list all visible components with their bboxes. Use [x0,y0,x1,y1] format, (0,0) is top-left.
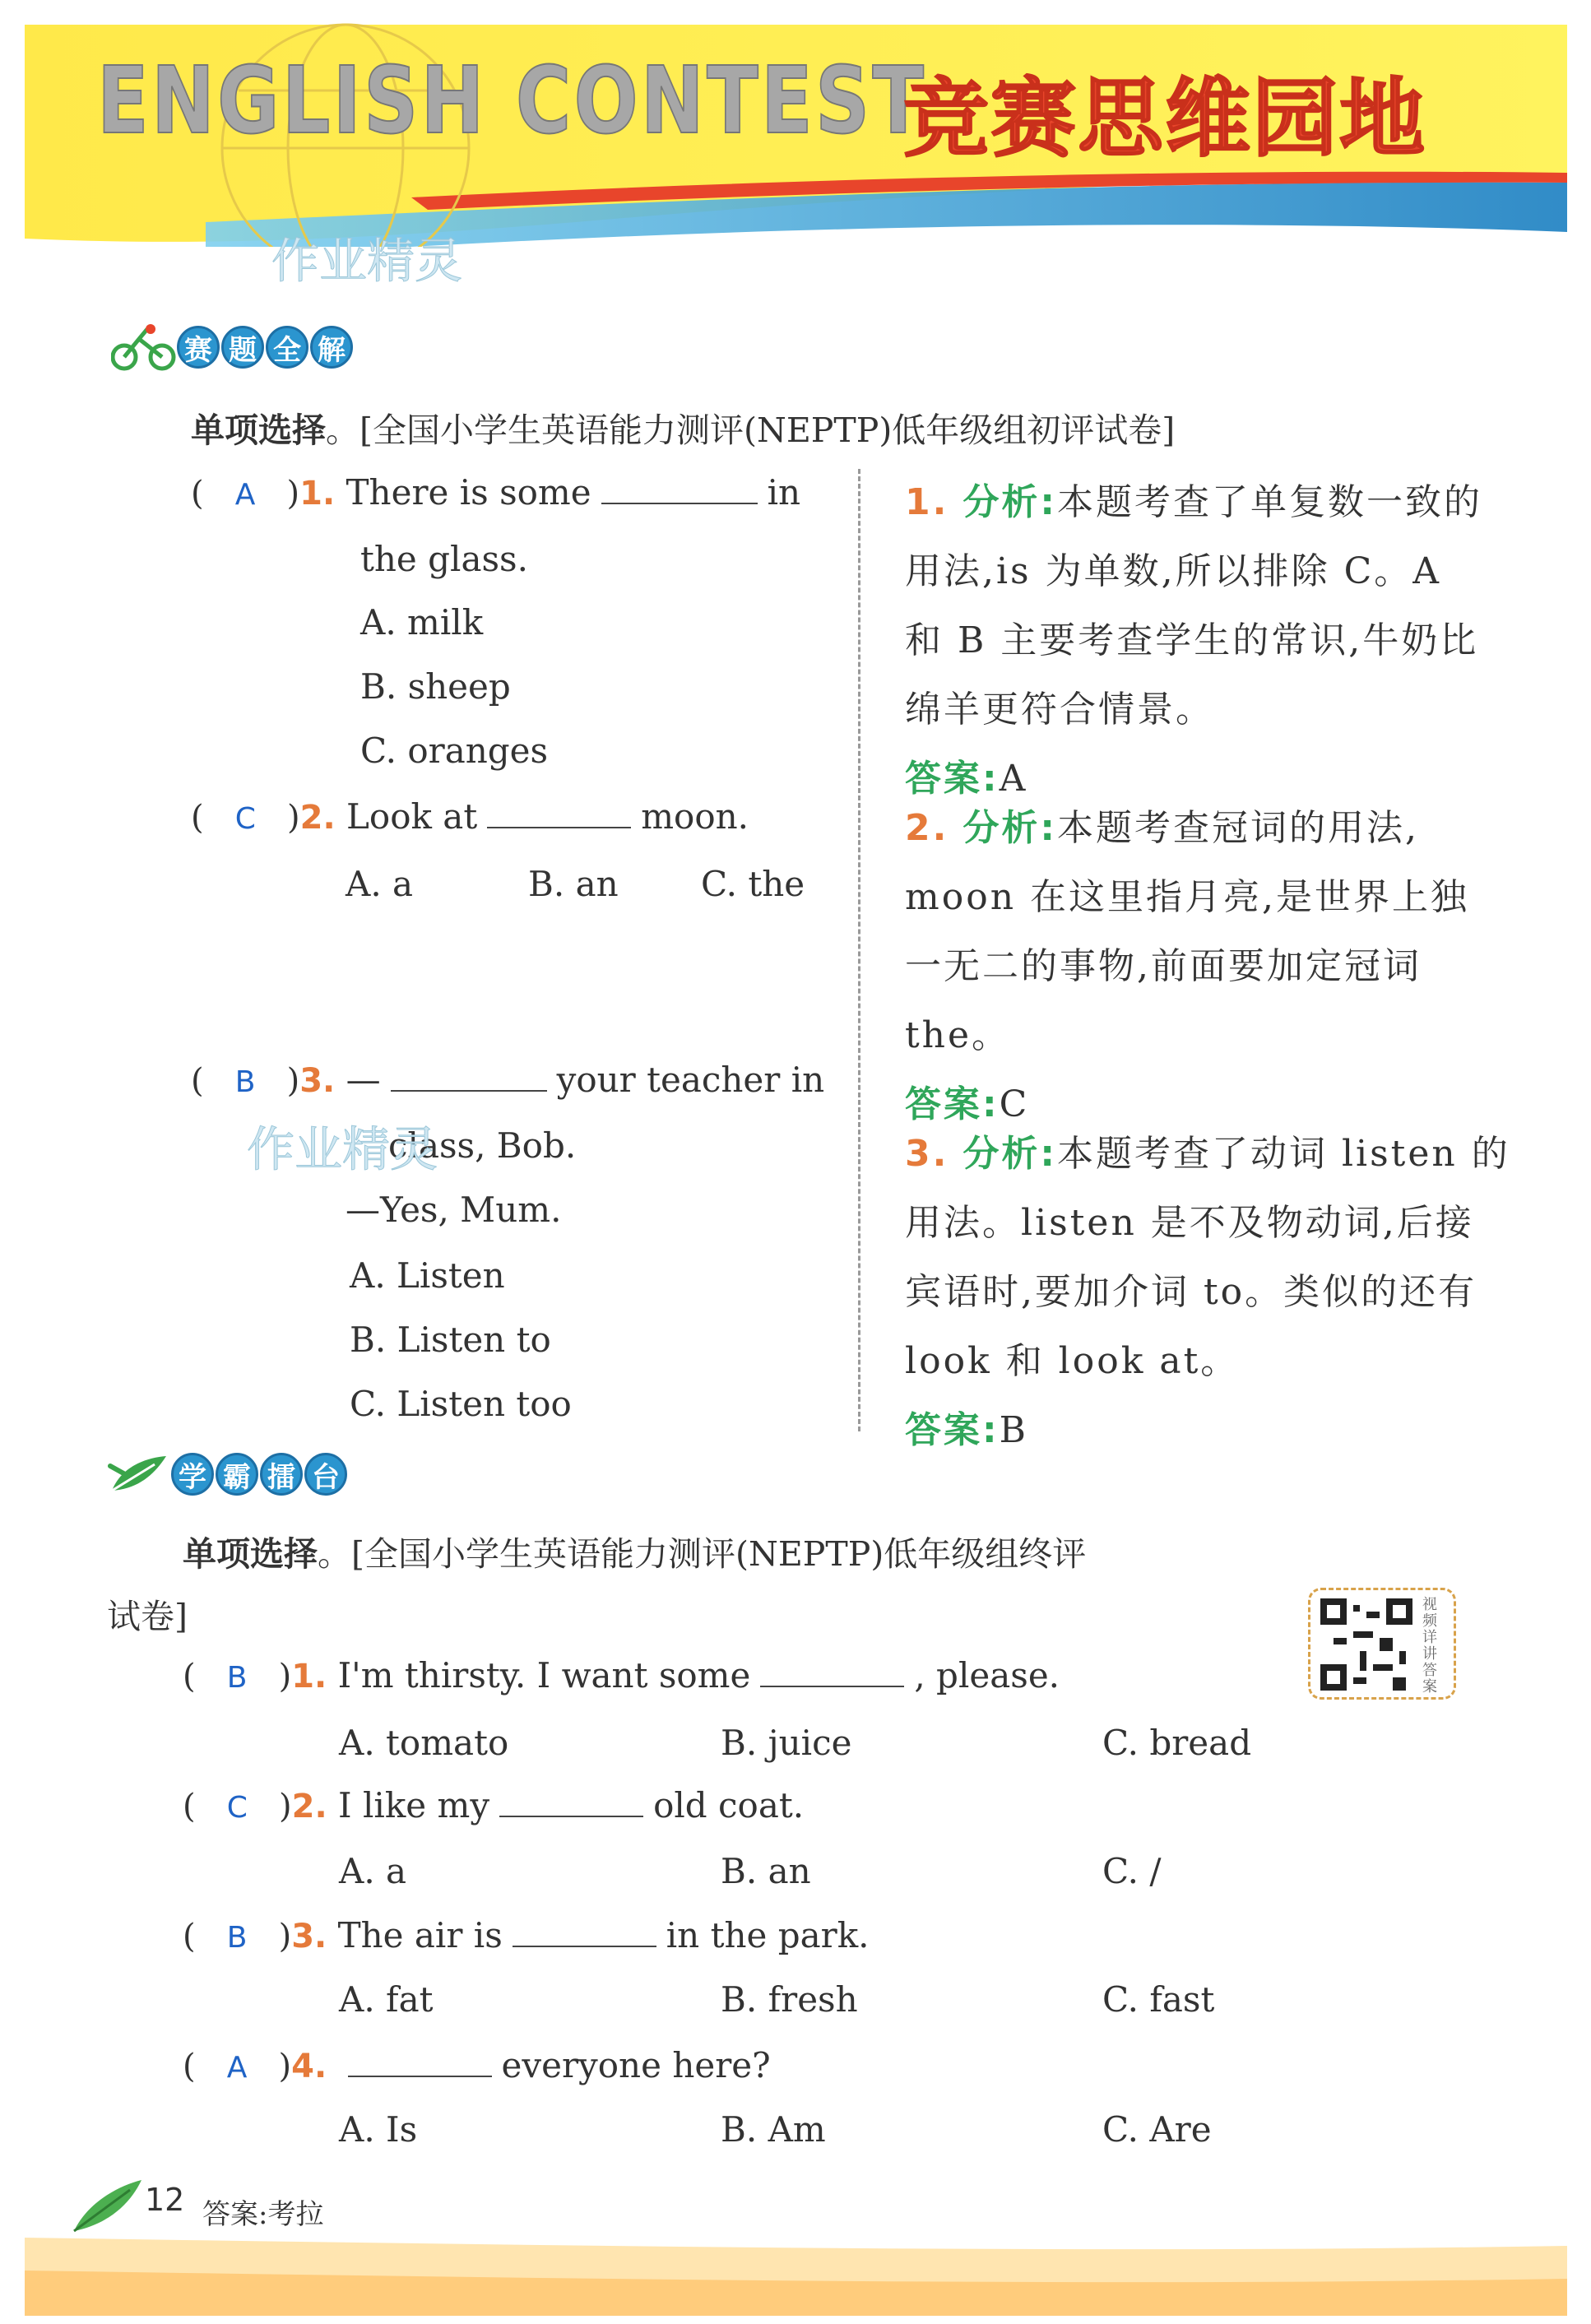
explanation-line: 用法,is 为单数,所以排除 C。A [905,550,1442,592]
qr-code-icon [1320,1598,1412,1691]
option-b: B. fresh [721,1979,858,2020]
option-a: A. Listen [350,1255,505,1296]
question-text-after: in [767,472,801,513]
badge-char: 赛 [177,326,220,369]
badge-char: 题 [221,326,264,369]
answer-label: 答案: [905,1083,1000,1125]
question-text-after: your teacher in [556,1060,825,1100]
analysis-label: 分析: [962,1133,1057,1175]
option-a: A. a [339,1851,407,1891]
badge-char: 擂 [260,1453,303,1496]
answer-mark: B [226,1921,248,1955]
answer-label: 答案: [905,758,1000,800]
question-1-line2: the glass. [360,539,528,579]
option-c: C. fast [1102,1979,1215,2020]
option-c: C. Listen too [350,1384,572,1424]
question-1: ( A )1. There is some in [191,472,801,513]
footer-wave-graphic [0,2221,1591,2324]
watermark: 作业精灵 [271,233,463,289]
question-number: 1. [291,1658,327,1695]
option-c: C. bread [1102,1723,1252,1763]
answer-mark: A [226,2051,248,2085]
question-text-after: old coat. [653,1785,805,1825]
option-b: B. juice [721,1723,852,1763]
option-b: B. sheep [360,666,511,707]
question-number: 1. [299,475,336,513]
section-badge-contest-analysis [111,322,355,372]
question-text: — [346,1060,381,1100]
answer-mark: C [234,802,256,836]
answer-label: 答案: [905,1409,1000,1451]
explanation-line: look 和 look at。 [905,1340,1240,1382]
option-b: B. Am [721,2109,826,2150]
instruction-text: 。[全国小学生英语能力测评(NEPTP)低年级组终评 [318,1534,1087,1574]
explanation-number: 3. [905,1133,949,1175]
option-b: B. an [721,1851,811,1891]
explanation-line: 本题考查了单复数一致的 [1056,481,1482,523]
section2-instruction [183,1527,1086,1575]
analysis-label: 分析: [962,481,1057,523]
question-number: 3. [299,1062,336,1100]
leaf-icon [105,1450,171,1499]
question-text-after: in the park. [666,1915,870,1955]
instruction-bold: 单项选择 [183,1534,318,1574]
answer-value: A [999,758,1028,800]
explanation-line: 和 B 主要考查学生的常识,牛奶比 [905,619,1479,661]
explanation-1 [905,472,1482,801]
question-text: I'm thirsty. I want some [337,1655,751,1695]
question-number: 2. [299,799,336,837]
chinese-title: 竞赛思维园地 [903,68,1427,169]
question-text-after: moon. [641,796,749,837]
option-b: B. Listen to [350,1320,551,1360]
question-number: 4. [291,2048,327,2085]
option-a: A. fat [339,1979,434,2020]
column-divider [858,469,860,1431]
option-c: C. oranges [360,731,549,771]
question-2: ( C )2. I like my old coat. [183,1785,805,1825]
page-header [0,0,1591,289]
explanation-2 [905,798,1469,1127]
question-text: There is some [346,472,591,513]
option-b: B. an [528,864,619,904]
option-a: A. Is [339,2109,418,2150]
option-c: C. the [701,864,805,904]
question-3-line3: —Yes, Mum. [346,1190,562,1230]
question-3-line2: class, Bob. [388,1125,577,1166]
answer-mark: C [226,1791,248,1825]
section-badge-top-student [105,1450,349,1499]
answer-value: B [999,1409,1028,1451]
qr-label: 视频详讲答案 [1422,1596,1437,1695]
badge-char: 解 [310,326,353,369]
english-contest-title: ENGLISH CONTEST [97,48,927,155]
answer-blank [760,1685,904,1687]
question-text: I like my [338,1785,490,1825]
page-number: 12 [145,2182,185,2218]
explanation-line: 绵羊更符合情景。 [905,689,1214,731]
option-a: A. tomato [339,1723,509,1763]
explanation-3 [905,1124,1510,1453]
explanation-line: 本题考查了动词 listen 的 [1056,1133,1510,1175]
badge-char: 台 [304,1453,347,1496]
instruction-bold: 单项选择 [191,411,326,450]
question-text: The air is [337,1915,503,1955]
question-3: ( B )3. — your teacher in [191,1060,825,1100]
question-text: Look at [346,796,478,837]
explanation-number: 2. [905,807,949,849]
question-3: ( B )3. The air is in the park. [183,1915,870,1955]
bicycle-icon [111,322,177,372]
answer-mark: B [234,1065,256,1099]
question-2: ( C )2. Look at moon. [191,796,749,837]
question-number: 3. [291,1918,327,1955]
badge-char: 霸 [216,1453,258,1496]
answer-blank [348,2075,492,2077]
explanation-line: 本题考查冠词的用法, [1056,807,1419,849]
answer-blank [513,1945,656,1947]
answer-blank [499,1815,643,1817]
question-text-after: , please. [914,1655,1060,1695]
explanation-line: 一无二的事物,前面要加定冠词 [905,945,1422,987]
answer-value: C [999,1083,1030,1125]
badge-char: 全 [266,326,308,369]
question-text-after: everyone here? [501,2045,771,2085]
question-4: ( A )4. everyone here? [183,2045,771,2085]
section1-instruction [191,403,1175,452]
answer-blank [391,1089,547,1092]
explanation-line: 宾语时,要加介词 to。类似的还有 [905,1271,1477,1313]
explanation-line: moon 在这里指月亮,是世界上独 [905,876,1470,918]
option-a: A. milk [360,602,484,642]
answer-blank [487,826,631,828]
watermark: 作业精灵 [247,1121,438,1177]
explanation-line: the。 [905,1014,1011,1056]
answer-mark: A [234,478,256,512]
analysis-label: 分析: [962,807,1057,849]
question-number: 2. [291,1788,327,1825]
footer-answer-text: 答案:考拉 [202,2198,324,2231]
answer-blank [601,502,758,504]
question-1: ( B )1. I'm thirsty. I want some , please. [183,1655,1060,1695]
badge-char: 学 [171,1453,214,1496]
qr-code-panel[interactable] [1308,1588,1456,1700]
section2-instruction-line2: 试卷] [107,1597,188,1636]
option-c: C. Are [1102,2109,1212,2150]
explanation-number: 1. [905,481,949,523]
option-c: C. / [1102,1851,1162,1891]
explanation-line: 用法。listen 是不及物动词,后接 [905,1202,1474,1244]
instruction-text: 。[全国小学生英语能力测评(NEPTP)低年级组初评试卷] [326,411,1176,450]
answer-mark: B [226,1661,248,1695]
option-a: A. a [346,864,414,904]
